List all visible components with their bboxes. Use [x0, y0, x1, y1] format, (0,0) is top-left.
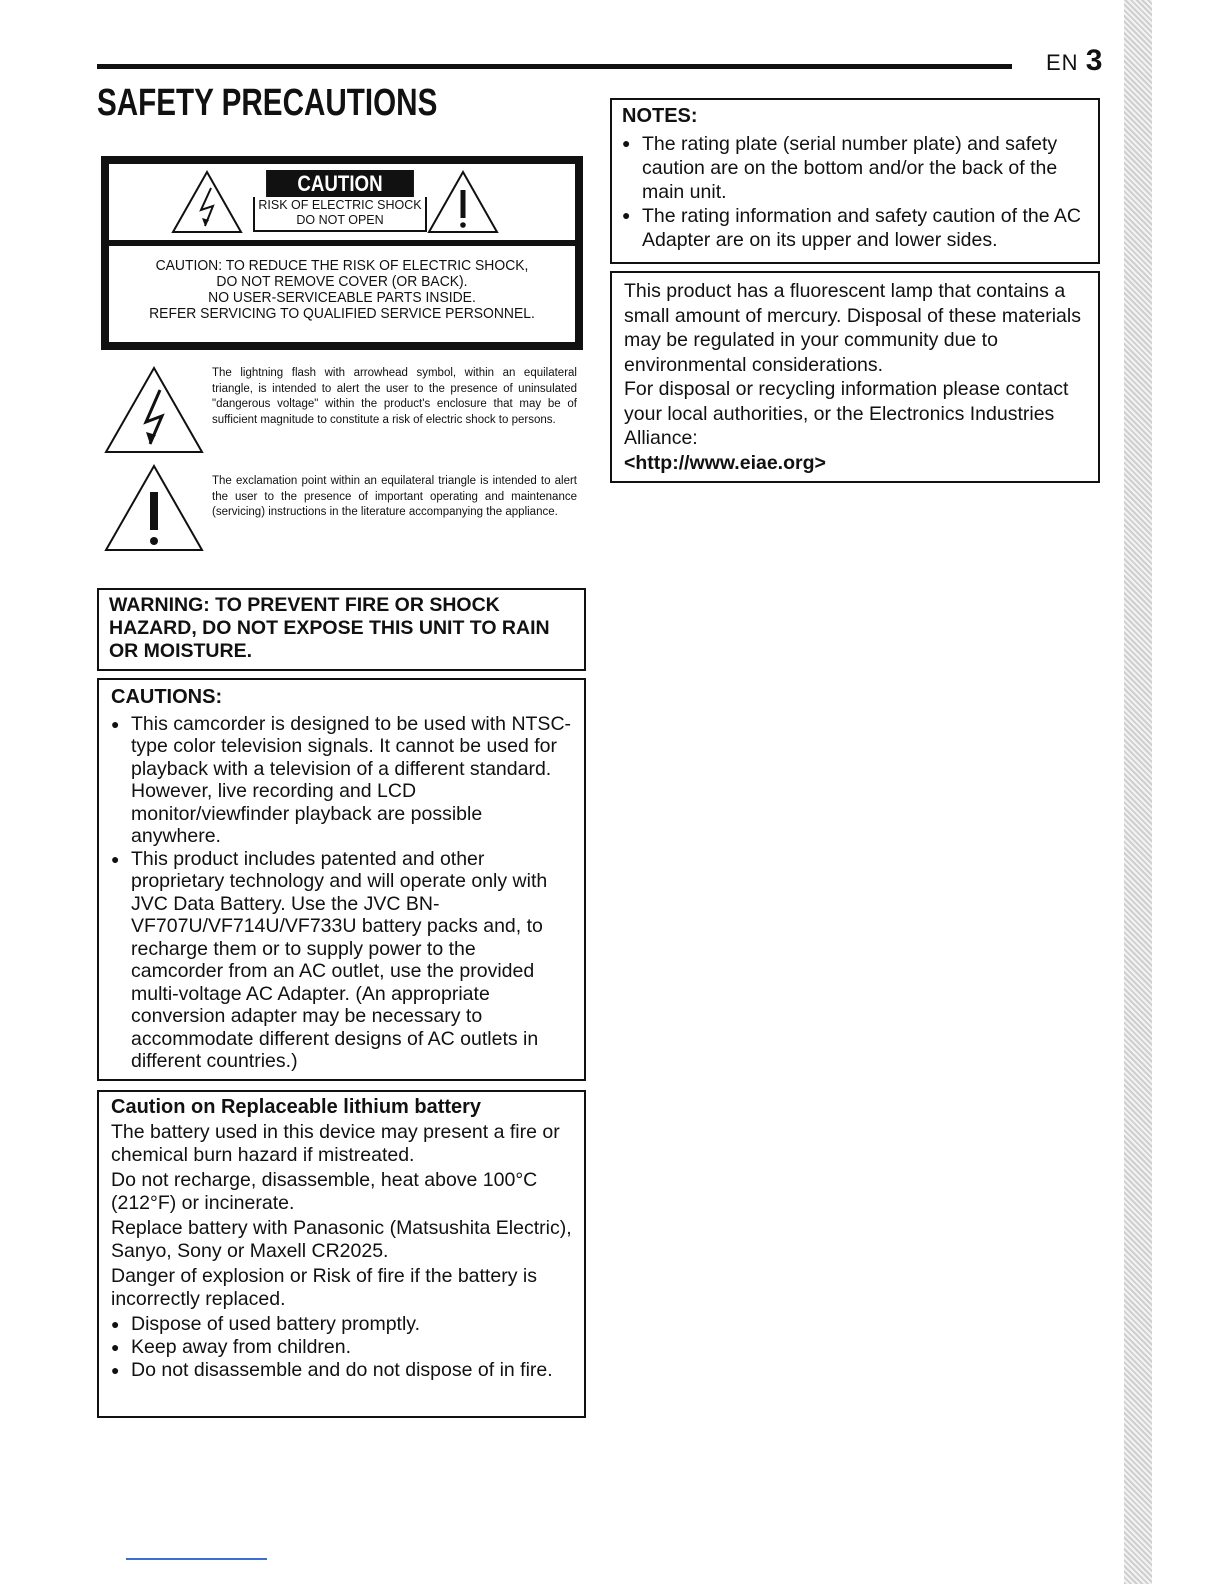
bullet-icon: ●	[622, 135, 631, 151]
caution-word: CAUTION	[266, 170, 414, 197]
page-title: SAFETY PRECAUTIONS	[97, 82, 438, 124]
list-item	[111, 848, 572, 1073]
exclamation-triangle-icon	[104, 464, 204, 552]
battery-heading: Caution on Replaceable lithium battery	[111, 1096, 482, 1118]
battery-paragraph: Do not recharge, disassemble, heat above 100°C (212°F) or incinerate.	[111, 1169, 538, 1214]
caution-notice-line-4: REFER SERVICING TO QUALIFIED SERVICE PERSONNEL.	[149, 306, 535, 322]
scan-edge-strip	[1124, 0, 1152, 1584]
lamp-paragraph: For disposal or recycling information please contact your local authorities, or the Electronics Industries Alliance:	[624, 378, 1069, 449]
caution-sub-line-2: DO NOT OPEN	[296, 213, 384, 227]
battery-caution-box	[97, 1090, 586, 1418]
caution-label-top	[109, 164, 575, 240]
list-item	[111, 1359, 572, 1382]
lamp-disposal-box	[610, 271, 1100, 483]
footer-rule	[126, 1558, 267, 1560]
exclamation-symbol-description: The exclamation point within an equilateral triangle is intended to alert the user to the presence of important operating and maintenance (servicing) instructions in the literature accompanying the appliance.	[212, 475, 577, 518]
list-item	[111, 1336, 572, 1359]
caution-notice-line-2: DO NOT REMOVE COVER (OR BACK).	[216, 274, 468, 290]
caution-item-text: This product includes patented and other proprietary technology and will operate only with JVC Data Battery. Use the JVC BN-VF707U/VF714U/VF733U battery packs and, to recharge them or to supply power to the camcorder from an AC outlet, use the provided multi-voltage AC Adapter. (An appropriate conversion adapter may be necessary to accommodate different designs of AC outlets in different countries.)	[131, 847, 548, 1072]
exclamation-triangle-icon	[427, 170, 499, 234]
caution-sub-text	[253, 197, 427, 232]
language-code: EN	[1046, 50, 1079, 75]
bullet-icon: ●	[111, 1362, 120, 1378]
battery-item-text: Dispose of used battery promptly.	[131, 1313, 421, 1335]
notes-heading: NOTES:	[622, 105, 698, 127]
list-item	[622, 204, 1088, 252]
warning-box: WARNING: TO PREVENT FIRE OR SHOCK HAZARD, DO NOT EXPOSE THIS UNIT TO RAIN OR MOISTURE.	[97, 588, 586, 671]
caution-notice	[109, 246, 575, 342]
battery-paragraph: Replace battery with Panasonic (Matsushita Electric), Sanyo, Sony or Maxell CR2025.	[111, 1217, 572, 1262]
cautions-heading: CAUTIONS:	[111, 686, 223, 708]
caution-label	[253, 170, 427, 232]
list-item	[622, 132, 1088, 204]
eia-link[interactable]: <http://www.eiae.org>	[624, 451, 826, 474]
lightning-triangle-icon	[104, 366, 204, 454]
battery-paragraph: The battery used in this device may present a fire or chemical burn hazard if mistreated.	[111, 1121, 560, 1166]
list-item	[111, 1313, 572, 1336]
notes-box	[610, 98, 1100, 264]
caution-label-block	[101, 156, 583, 350]
note-item-text: The rating information and safety caution of the AC Adapter are on its upper and lower sides.	[642, 205, 1082, 251]
caution-notice-line-3: NO USER-SERVICEABLE PARTS INSIDE.	[208, 290, 476, 306]
bullet-icon: ●	[111, 1316, 120, 1332]
bullet-icon: ●	[111, 850, 120, 867]
note-item-text: The rating plate (serial number plate) and safety caution are on the bottom and/or the back of the main unit.	[642, 133, 1058, 203]
caution-sub-line-1: RISK OF ELECTRIC SHOCK	[258, 198, 422, 212]
page-number-value: 3	[1085, 44, 1104, 77]
caution-item-text: This camcorder is designed to be used with NTSC-type color television signals. It cannot be used for playback with a television of a different standard. However, live recording and LCD monitor/viewfinder playback are possible anywhere.	[131, 712, 572, 847]
header-rule	[97, 64, 1012, 69]
battery-item-text: Do not disassemble and do not dispose of in fire.	[131, 1359, 553, 1381]
lightning-symbol-description: The lightning flash with arrowhead symbol, within an equilateral triangle, is intended to alert the user to the presence of uninsulated "dangerous voltage" within the product's enclosure that may be of sufficient magnitude to constitute a risk of electric shock to persons.	[212, 367, 577, 426]
cautions-box	[97, 678, 586, 1081]
battery-paragraph: Danger of explosion or Risk of fire if the battery is incorrectly replaced.	[111, 1265, 537, 1310]
bullet-icon: ●	[622, 207, 631, 223]
battery-item-text: Keep away from children.	[131, 1336, 352, 1358]
bullet-icon: ●	[111, 715, 120, 732]
lamp-paragraph: This product has a fluorescent lamp that contains a small amount of mercury. Disposal of these materials may be regulated in your community due to environmental considerations.	[624, 280, 1081, 376]
bullet-icon: ●	[111, 1339, 120, 1355]
list-item	[111, 713, 572, 848]
page-number	[1046, 44, 1103, 78]
caution-notice-line-1: CAUTION: TO REDUCE THE RISK OF ELECTRIC SHOCK,	[155, 258, 529, 274]
lightning-triangle-icon	[171, 170, 243, 234]
